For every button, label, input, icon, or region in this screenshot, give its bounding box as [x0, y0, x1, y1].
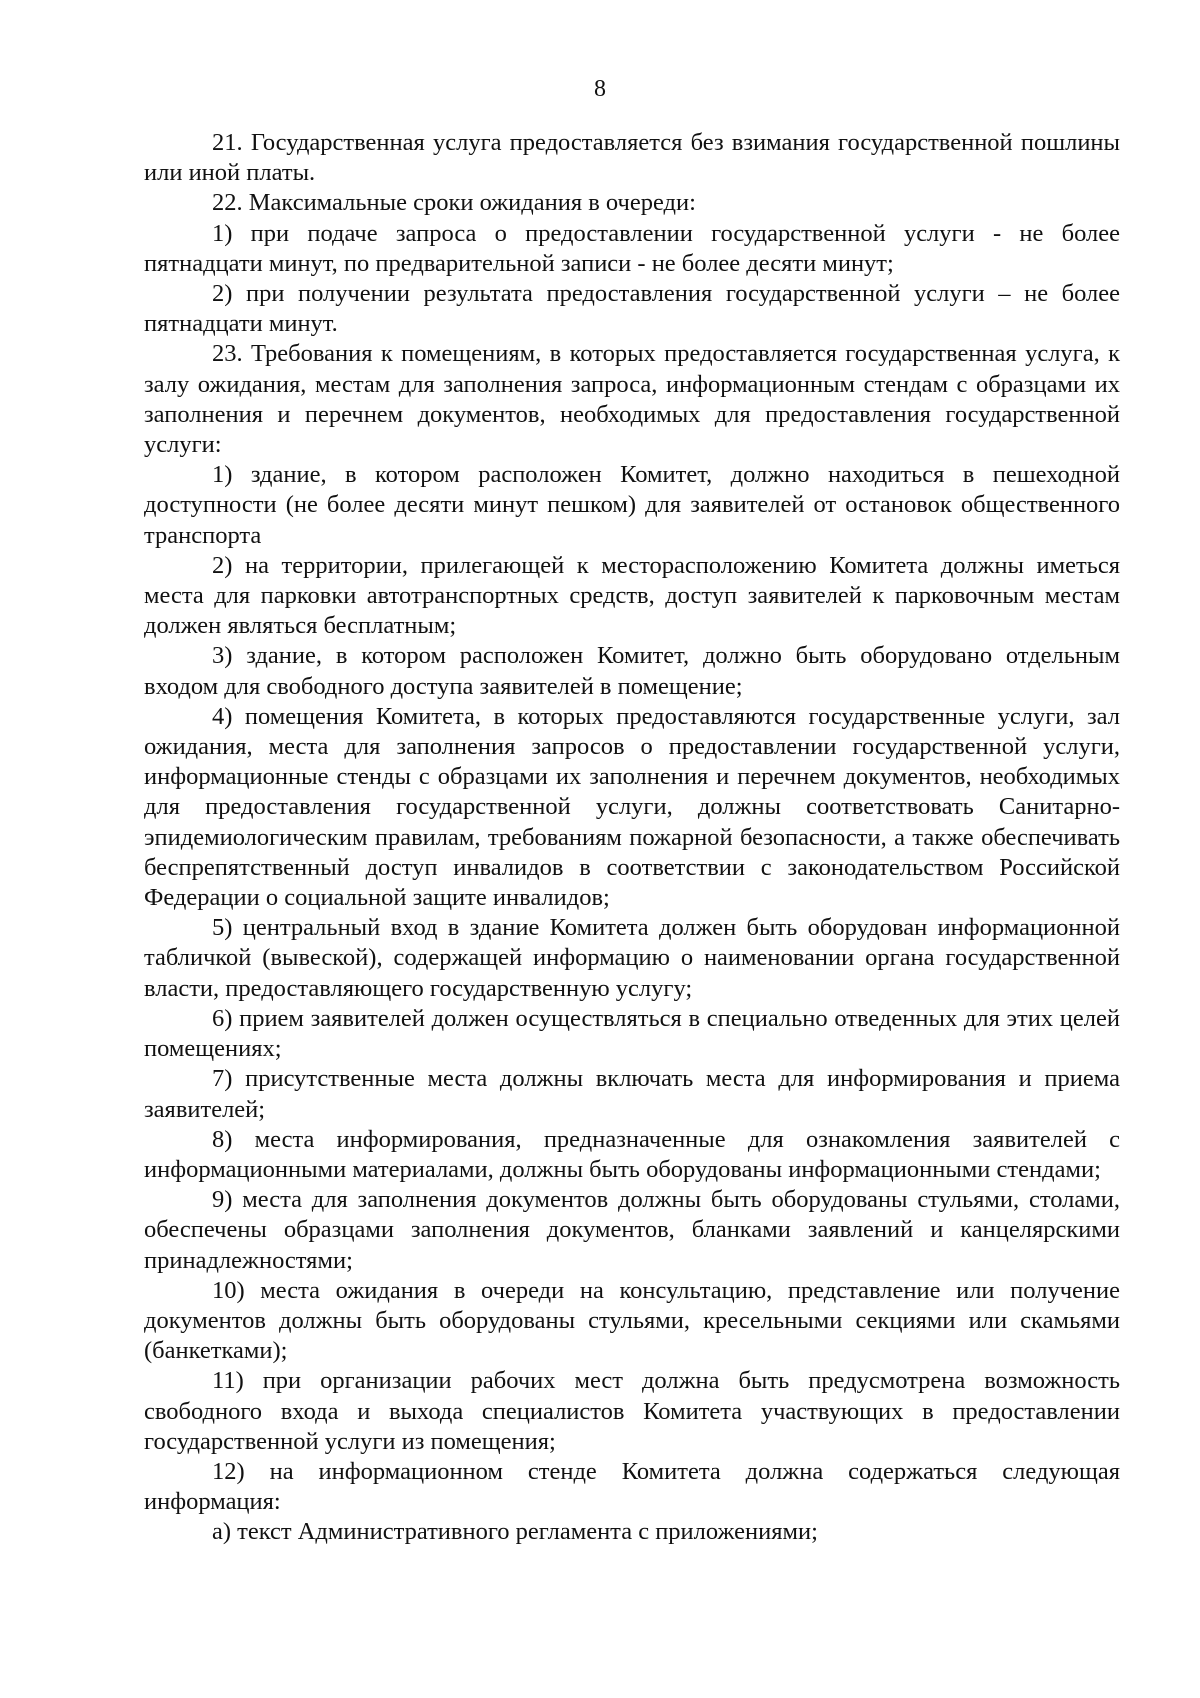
paragraph-23-item-9: 9) места для заполнения документов должны быть оборудованы стульями, столами, обеспечены образцами заполнения документов, бланками заявлений и канцелярскими принадлежностями; — [144, 1186, 1120, 1274]
document-body — [144, 128, 1120, 1548]
paragraph-23-item-3: 3) здание, в котором расположен Комитет, должно быть оборудовано отдельным входом для свободного доступа заявителей в помещение; — [144, 642, 1120, 700]
paragraph-22-item-2: 2) при получении результата предоставления государственной услуги – не более пятнадцати минут. — [144, 280, 1120, 338]
paragraph-23-item-7: 7) присутственные места должны включать места для информирования и приема заявителей; — [144, 1065, 1120, 1123]
paragraph-23-item-4: 4) помещения Комитета, в которых предоставляются государственные услуги, зал ожидания, места для заполнения запросов о предоставлении государственной услуги, информационные стенды с образцами их заполнения и перечнем документов, необходимых для предоставления государственной услуги, должны соответствовать Санитарно-эпидемиологическим правилам, требованиям пожарной безопасности, а также обеспечивать беспрепятственный доступ инвалидов в соответствии с законодательством Российской Федерации о социальной защите инвалидов; — [144, 702, 1120, 912]
paragraph-21-fee: 21. Государственная услуга предоставляется без взимания государственной пошлины или иной платы. — [144, 129, 1120, 187]
page-number: 8 — [594, 76, 606, 102]
paragraph-23-item-11: 11) при организации рабочих мест должна быть предусмотрена возможность свободного входа и выхода специалистов Комитета участвующих в предоставлении государственной услуги из помещения; — [144, 1367, 1120, 1455]
paragraph-23-premises-requirements: 23. Требования к помещениям, в которых предоставляется государственная услуга, к залу ожидания, местам для заполнения запроса, информационным стендам с образцами их заполнения и перечнем документов, необходимых для предоставления государственной услуги: — [144, 340, 1120, 459]
paragraph-23-item-8: 8) места информирования, предназначенные для ознакомления заявителей с информационными материалами, должны быть оборудованы информационными стендами; — [144, 1125, 1120, 1183]
paragraph-23-item-10: 10) места ожидания в очереди на консультацию, представление или получение документов должны быть оборудованы стульями, кресельными секциями или скамьями (банкетками); — [144, 1276, 1120, 1365]
paragraph-23-item-2: 2) на территории, прилегающей к месторасположению Комитета должны иметься места для парковки автотранспортных средств, доступ заявителей к парковочным местам должен являться бесплатным; — [144, 551, 1120, 640]
paragraph-23-item-5: 5) центральный вход в здание Комитета должен быть оборудован информационной табличкой (вывеской), содержащей информацию о наименовании органа государственной власти, предоставляющего государственную услугу; — [144, 914, 1120, 1002]
paragraph-23-item-12: 12) на информационном стенде Комитета должна содержаться следующая информация: — [144, 1457, 1120, 1516]
paragraph-23-item-6: 6) прием заявителей должен осуществляться в специально отведенных для этих целей помещениях; — [144, 1004, 1120, 1063]
paragraph-22-item-1: 1) при подаче запроса о предоставлении государственной услуги - не более пятнадцати минут, по предварительной записи - не более десяти минут; — [144, 219, 1120, 277]
paragraph-23-item-12-a: а) текст Административного регламента с приложениями; — [212, 1518, 818, 1546]
paragraph-22-queue-times: 22. Максимальные сроки ожидания в очереди: — [212, 189, 696, 217]
paragraph-23-item-1: 1) здание, в котором расположен Комитет, должно находиться в пешеходной доступности (не более десяти минут пешком) для заявителей от остановок общественного транспорта — [144, 461, 1120, 549]
